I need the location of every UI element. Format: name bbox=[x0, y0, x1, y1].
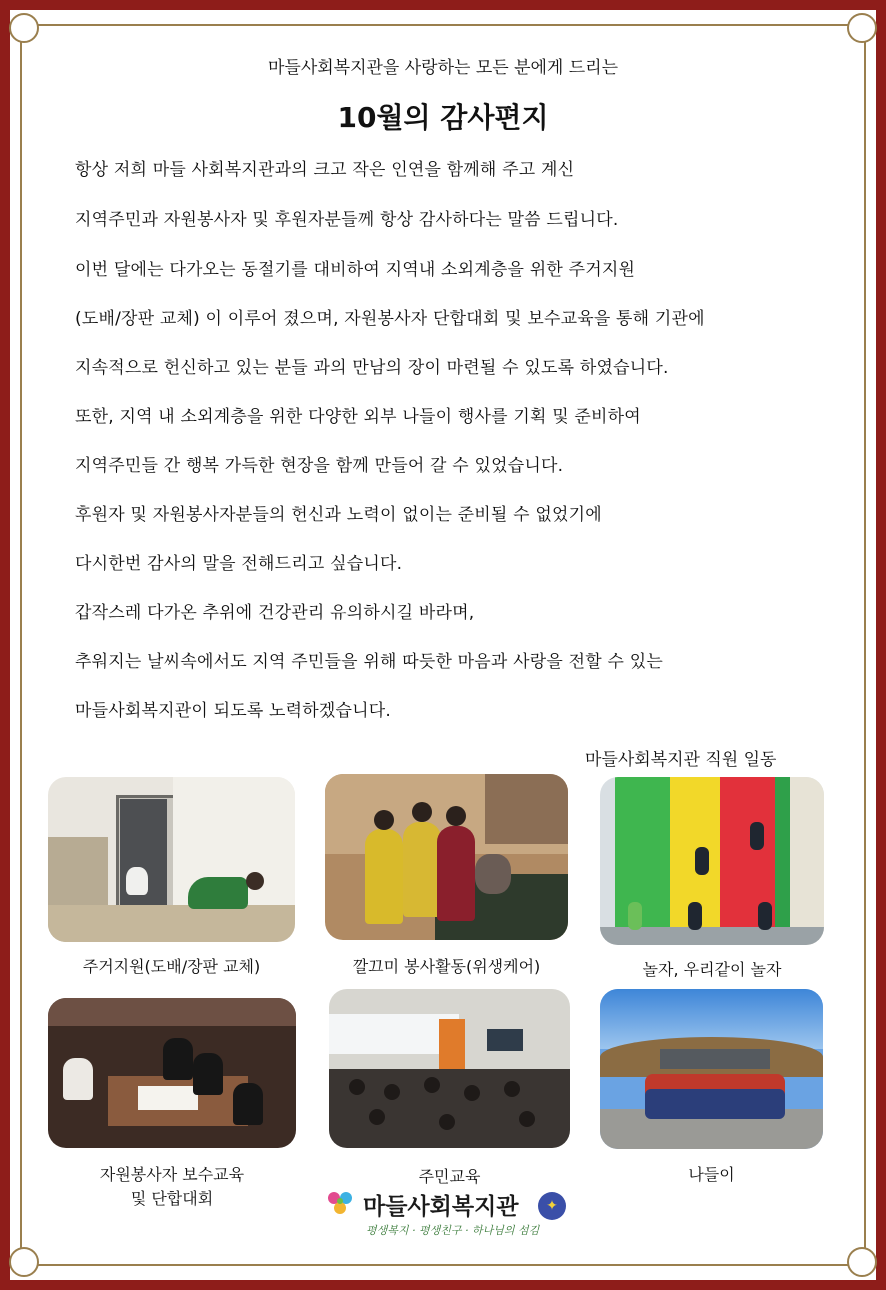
corner-ornament bbox=[847, 1247, 877, 1277]
letter-line: 다시한번 감사의 말을 전해드리고 싶습니다. bbox=[75, 554, 403, 574]
letter-line: 마들사회복지관이 되도록 노력하겠습니다. bbox=[75, 701, 392, 721]
logo-name: 마들사회복지관 bbox=[363, 1194, 519, 1220]
letter-subtitle: 마들사회복지관을 사랑하는 모든 분에게 드리는 bbox=[267, 58, 619, 78]
photo-caption: 주민교육 bbox=[418, 1167, 481, 1186]
corner-ornament bbox=[9, 13, 39, 43]
photo-caption: 놀자, 우리같이 놀자 bbox=[642, 960, 782, 979]
logo-slogan: 평생복지 · 평생친구 · 하나님의 섬김 bbox=[366, 1224, 540, 1237]
corner-ornament bbox=[9, 1247, 39, 1277]
photo-caption: 주거지원(도배/장판 교체) bbox=[82, 957, 261, 976]
letter-line: 지역주민과 자원봉사자 및 후원자분들께 항상 감사하다는 말씀 드립니다. bbox=[75, 210, 619, 230]
corner-ornament bbox=[847, 13, 877, 43]
letter-signature: 마들사회복지관 직원 일동 bbox=[585, 750, 777, 770]
photo-caption: 깔끄미 봉사활동(위생케어) bbox=[352, 957, 541, 976]
badge-icon: ✦ bbox=[538, 1192, 566, 1220]
photo-hygiene-care-volunteer bbox=[325, 774, 568, 940]
letter-line: 후원자 및 자원봉사자분들의 헌신과 노력이 없이는 준비될 수 없었기에 bbox=[75, 505, 602, 525]
photo-resident-education bbox=[329, 989, 570, 1148]
photo-caption: 및 단합대회 bbox=[130, 1189, 214, 1208]
photo-volunteer-training bbox=[48, 998, 296, 1148]
photo-climbing-wall bbox=[600, 777, 824, 945]
photo-housing-support bbox=[48, 777, 295, 942]
letter-line: 지역주민들 간 행복 가득한 현장을 함께 만들어 갈 수 있었습니다. bbox=[75, 456, 564, 476]
letter-line: 추워지는 날씨속에서도 지역 주민들을 위해 따듯한 마음과 사랑을 전할 수 있는 bbox=[75, 652, 663, 672]
welfare-center-logo-icon bbox=[322, 1188, 358, 1218]
letter-line: 지속적으로 헌신하고 있는 분들 과의 만남의 장이 마련될 수 있도록 하였습니다. bbox=[75, 358, 669, 378]
photo-outing bbox=[600, 989, 823, 1149]
letter-title: 10월의 감사편지 bbox=[337, 101, 549, 134]
photo-caption: 자원봉사자 보수교육 bbox=[99, 1165, 245, 1184]
photo-caption: 나들이 bbox=[688, 1165, 735, 1184]
letter-line: 또한, 지역 내 소외계층을 위한 다양한 외부 나들이 행사를 기획 및 준비하여 bbox=[75, 407, 641, 427]
letter-line: 이번 달에는 다가오는 동절기를 대비하여 지역내 소외계층을 위한 주거지원 bbox=[75, 260, 636, 280]
letter-line: 항상 저희 마들 사회복지관과의 크고 작은 인연을 함께해 주고 계신 bbox=[75, 160, 575, 180]
letter-line: (도배/장판 교체) 이 이루어 졌으며, 자원봉사자 단합대회 및 보수교육을 통해 기관에 bbox=[75, 309, 705, 329]
letter-line: 갑작스레 다가온 추위에 건강관리 유의하시길 바라며, bbox=[75, 603, 475, 623]
